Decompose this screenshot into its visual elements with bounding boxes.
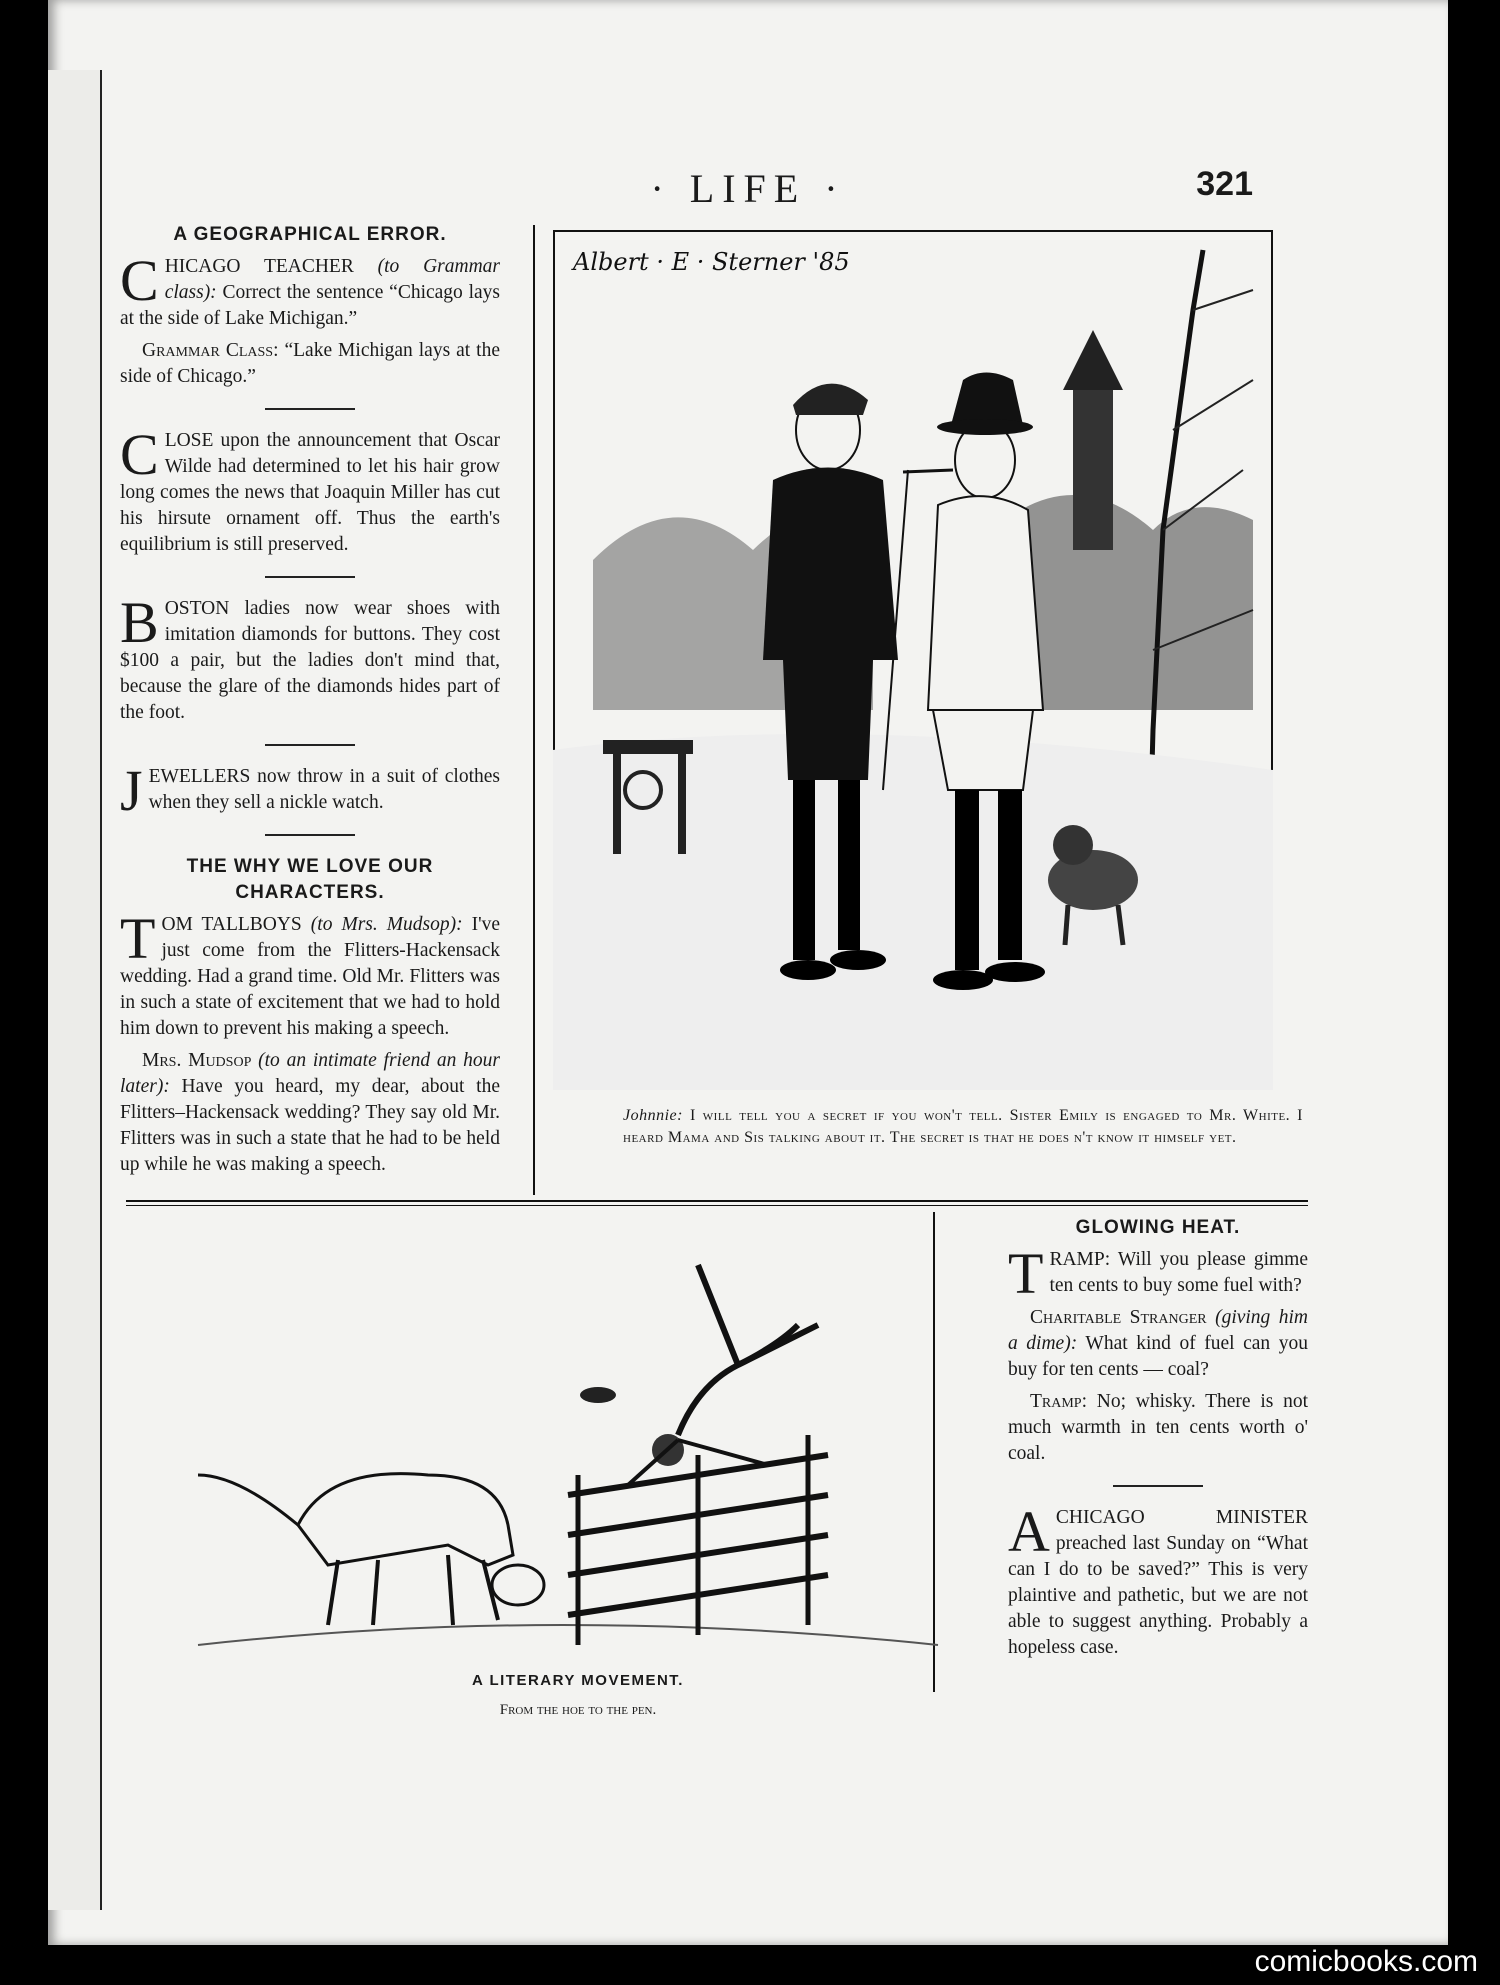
boys-illustration	[553, 230, 1273, 1090]
speaker-name: Mrs. Mudsop	[142, 1050, 252, 1071]
drop-cap: C	[120, 248, 159, 313]
drop-cap: T	[120, 906, 156, 971]
geo-title: A GEOGRAPHICAL ERROR.	[173, 224, 447, 245]
page-number: 321	[1196, 165, 1253, 203]
dialogue-text: Have you heard, my dear, about the Flitters–Hackensack wedding? They say old Mr. Flitters was in such a state that he had to be held up while he was making a speech.	[120, 1076, 500, 1175]
dialogue-text: I've just come from the Flitters-Hackensack wedding. Had a grand time. Old Mr. Flitters was in such a state of excitement that we had to hold him down to prevent his making a speech.	[120, 914, 501, 1039]
speaker-name: Tramp:	[1030, 1391, 1088, 1412]
stage-direction: (to an intimate friend an hour later):	[120, 1050, 500, 1097]
drop-cap: C	[120, 422, 159, 487]
dialogue-text: Correct the sentence “Chicago lays at the side of Lake Michigan.”	[120, 282, 500, 329]
bottom-illustration-subtitle: From the hoe to the pen.	[499, 1702, 657, 1718]
tramp-paragraph-2	[1008, 1389, 1308, 1467]
caption-speaker: Johnnie:	[623, 1107, 683, 1124]
body-text: LOSE upon the announcement that Oscar Wilde had determined to let his hair grow long comes the news that Joaquin Miller has cut his hirsute ornament off. Thus the earth's equilibrium is still preserved.	[120, 430, 500, 555]
stage-direction: (giving him a dime):	[1008, 1307, 1309, 1354]
section-divider	[265, 408, 355, 410]
boston-paragraph	[120, 590, 500, 726]
column-rule-left	[533, 225, 535, 1195]
body-text: CHICAGO MINISTER preached last Sunday on “What can I do to be saved?” This is very plaintive and pathetic, but we are not able to suggest anything. Probably a hopeless case.	[1008, 1507, 1308, 1658]
bottom-illustration-title: A LITERARY MOVEMENT.	[472, 1672, 684, 1689]
drop-cap: B	[120, 590, 159, 655]
stage-direction: (to Mrs. Mudsop):	[310, 914, 463, 935]
drop-cap: J	[120, 758, 143, 823]
why-title: THE WHY WE LOVE OUR CHARACTERS.	[186, 856, 434, 903]
stage-direction: (to Grammar class):	[164, 256, 501, 303]
speaker-name: Charitable Stranger	[1030, 1307, 1207, 1328]
section-divider	[265, 744, 355, 746]
horizontal-rule	[126, 1200, 1308, 1202]
body-text: EWELLERS now throw in a suit of clothes when they sell a nickle watch.	[148, 766, 500, 813]
horizontal-rule-secondary	[126, 1205, 1308, 1206]
illustration-caption	[623, 1105, 1303, 1149]
right-column	[1008, 1215, 1308, 1667]
tom-paragraph	[120, 906, 501, 1042]
heat-title: GLOWING HEAT.	[1075, 1217, 1241, 1238]
tramp-paragraph-1	[1008, 1241, 1308, 1306]
speaker-name: Grammar Class:	[142, 340, 279, 361]
geo-paragraph-1	[120, 248, 501, 332]
speaker-name: HICAGO TEACHER	[164, 256, 354, 277]
jewellers-paragraph	[120, 758, 500, 823]
drop-cap: T	[1008, 1241, 1044, 1306]
left-column	[120, 222, 500, 1184]
page-spine	[48, 70, 102, 1910]
illustration-signature: Albert · E · Sterner '85	[573, 248, 850, 276]
caption-text: I will tell you a secret if you won't tell. Sister Emily is engaged to Mr. White. I heard Mama and Sis talking about it. The secret is that he does n't know it himself yet.	[623, 1107, 1303, 1146]
masthead: · LIFE ·	[650, 166, 846, 211]
geo-paragraph-2	[120, 338, 500, 390]
stranger-paragraph	[1008, 1305, 1308, 1383]
minister-paragraph	[1008, 1499, 1308, 1661]
dialogue-text: Will you please gimme ten cents to buy some fuel with?	[1049, 1249, 1308, 1296]
site-watermark: comicbooks.com	[1254, 1945, 1478, 1978]
dialogue-text: What kind of fuel can you buy for ten cents — coal?	[1008, 1333, 1308, 1380]
section-divider	[265, 576, 355, 578]
dialogue-text: “Lake Michigan lays at the side of Chicago.”	[120, 340, 500, 387]
speaker-name: OM TALLBOYS	[161, 914, 302, 935]
body-text: OSTON ladies now wear shoes with imitation diamonds for buttons. They cost $100 a pair, but the ladies don't mind that, because the glare of the diamonds hides part of the foot.	[120, 598, 500, 723]
dialogue-text: No; whisky. There is not much warmth in ten cents worth o' coal.	[1008, 1391, 1308, 1464]
drop-cap: A	[1008, 1499, 1050, 1564]
speaker-name: RAMP:	[1049, 1249, 1111, 1270]
section-divider	[1113, 1485, 1203, 1487]
close-paragraph	[120, 422, 500, 558]
mudsop-paragraph	[120, 1048, 500, 1178]
magazine-page	[48, 0, 1448, 1945]
bull-and-fence-illustration	[178, 1225, 958, 1685]
section-divider	[265, 834, 355, 836]
